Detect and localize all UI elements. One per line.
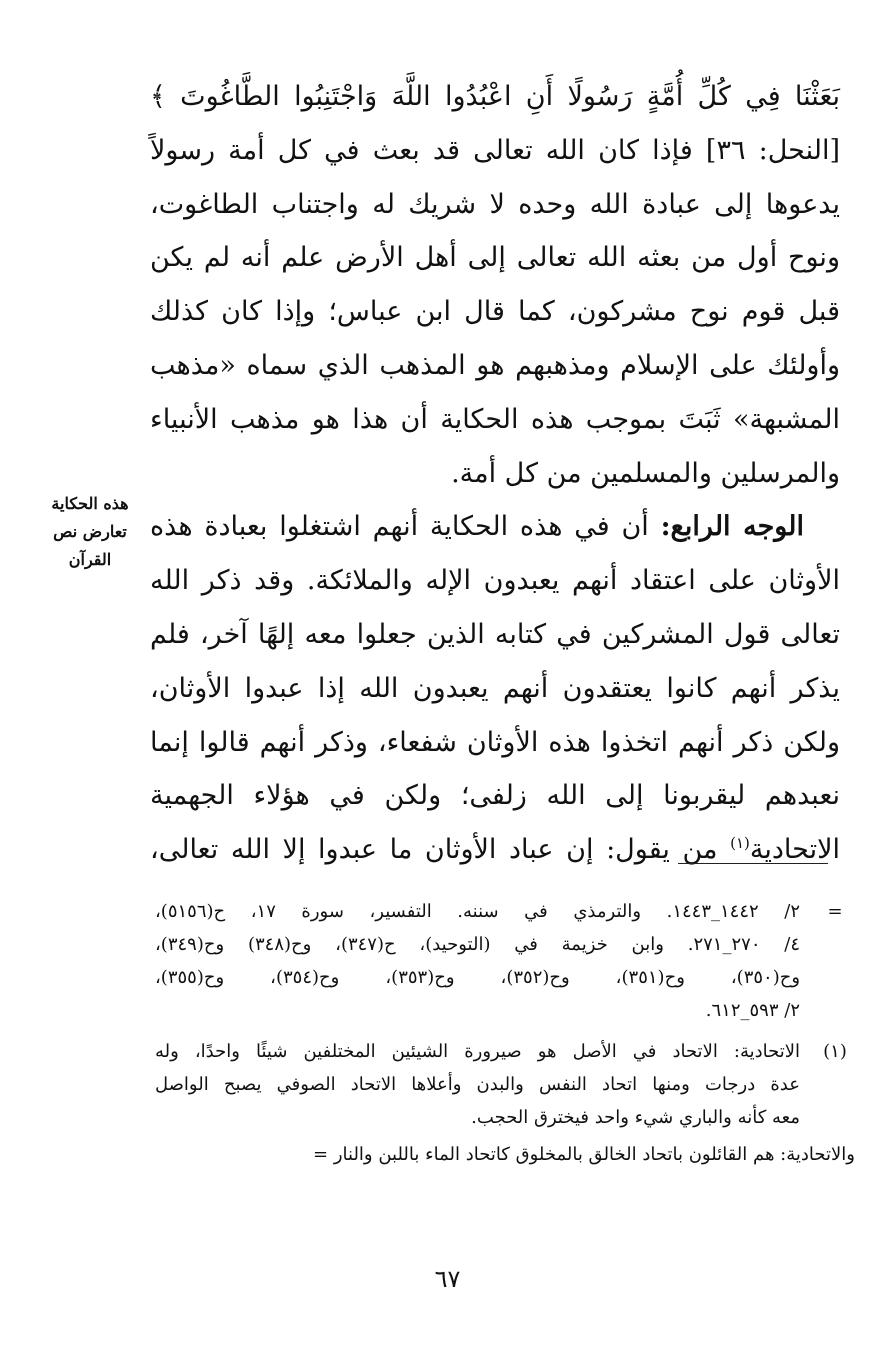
text-span: أن في هذه الحكاية أنهم اشتغلوا بعبادة هذه [150, 511, 649, 543]
margin-note-line: القرآن [68, 550, 112, 569]
footnote-line: ٢/ ١٤٤٢_١٤٤٣. والترمذي في سننه. التفسير، سورة ١٧، ح(٥١٥٦)، [155, 901, 800, 922]
footnote-continuation [155, 895, 855, 1027]
page-number: ٦٧ [434, 1265, 461, 1293]
text-line: يذكر أنهم كانوا يعتقدون أنهم يعبدون الله إذا عبدوا الأوثان، [150, 672, 840, 704]
text-line: تعالى قول المشركين في كتابه الذين جعلوا معه إلهًا آخر، فلم [150, 618, 840, 650]
footnote-line: ٤/ ٢٧٠_٢٧١. وابن خزيمة في (التوحيد)، ح(٣٤٧)، وح(٣٤٨) وح(٣٤٩)، [155, 934, 801, 955]
margin-note [40, 490, 140, 574]
footnote-1 [155, 1035, 855, 1134]
footnote-line: ٢/ ٥٩٣_٦١٢. [705, 1000, 800, 1021]
footnote-line: معه كأنه والباري شيء واحد فيخترق الحجب. [471, 1107, 800, 1128]
text-span: من يقول: إن عباد الأوثان ما عبدوا إلا الله تعالى، [150, 834, 731, 866]
footnotes [155, 895, 855, 1171]
footnote-separator [678, 863, 828, 864]
text-span: الاتحادية [749, 834, 840, 866]
footnote-line: عدة درجات ومنها اتحاد النفس والبدن وأعلاها الاتحاد الصوفي يصبح الواصل [155, 1074, 800, 1095]
text-line: وأولئك على الإسلام ومذهبهم هو المذهب الذي سماه «مذهب [150, 349, 840, 381]
text-line: الأوثان على اعتقاد أنهم يعبدون الإله والملائكة. وقد ذكر الله [150, 565, 840, 597]
continuation-marker: = [827, 901, 843, 922]
margin-note-line: تعارض نص [53, 522, 127, 541]
footnote-line: والاتحادية: هم القائلون باتحاد الخالق بالمخلوق كاتحاد الماء باللبن والنار = [313, 1144, 855, 1165]
footnote-line: الاتحادية: الاتحاد في الأصل هو صيرورة الشيئين المختلفين شيئًا واحدًا، وله [155, 1041, 800, 1062]
text-line: ولكن ذكر أنهم اتخذوا هذه الأوثان شفعاء، وذكر أنهم قالوا إنما [150, 726, 840, 758]
text-line: قبل قوم نوح مشركون، كما قال ابن عباس؛ وإذا كان كذلك [150, 296, 840, 328]
footnote-number: (١) [823, 1041, 847, 1062]
paragraph-first-line [150, 500, 840, 554]
text-line: المشبهة» ثَبَتَ بموجب هذه الحكاية أن هذا هو مذهب الأنبياء [150, 403, 840, 435]
section-heading: الوجه الرابع: [660, 511, 804, 543]
footnote-line: وح(٣٥٠)، وح(٣٥١)، وح(٣٥٢)، وح(٣٥٣)، وح(٣٥٤)، وح(٣٥٥)، [155, 967, 801, 988]
text-line: ونوح أول من بعثه الله تعالى إلى أهل الأرض علم أنه لم يكن [150, 242, 840, 274]
text-line [150, 823, 840, 877]
text-line: يدعوها إلى عبادة الله وحده لا شريك له واجتناب الطاغوت، [150, 188, 840, 220]
text-line: نعبدهم ليقربونا إلى الله زلفى؛ ولكن في هؤلاء الجهمية [150, 780, 840, 812]
text-line: [النحل: ٣٦] فإذا كان الله تعالى قد بعث في كل أمة رسولاً [150, 134, 841, 166]
text-line: والمرسلين والمسلمين من كل أمة. [451, 457, 840, 489]
margin-note-line: هذه الحكاية [51, 494, 129, 513]
main-text [150, 70, 840, 877]
quran-verse-line: بَعَثْنَا فِي كُلِّ أُمَّةٍ رَسُولًا أَنِ اعْبُدُوا اللَّهَ وَاجْتَنِبُوا الطَّاغُوتَ ﴾ [150, 81, 840, 112]
footnote-reference[interactable]: (١) [730, 834, 750, 853]
